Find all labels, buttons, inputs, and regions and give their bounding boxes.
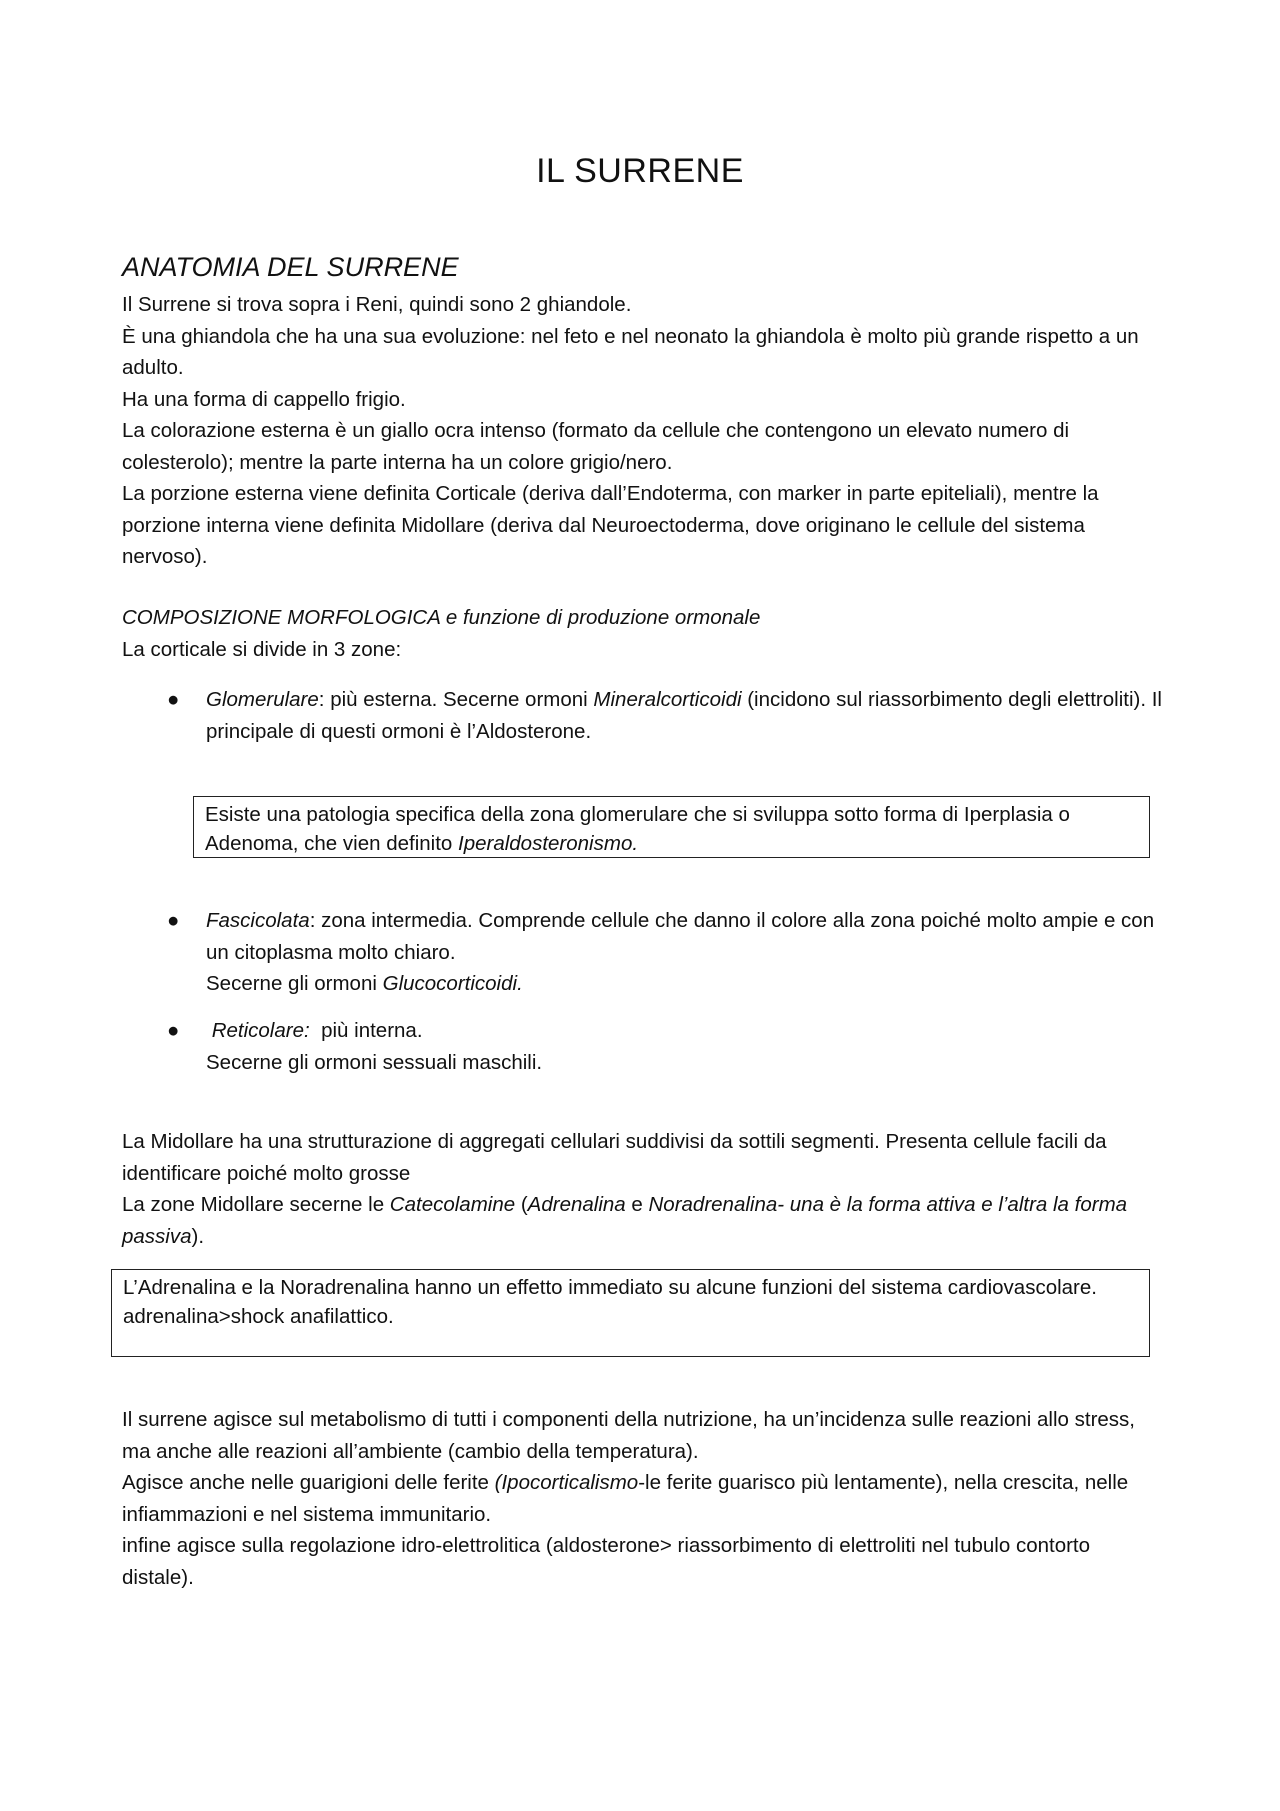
text: (incidono sul riassorbimento degli elettroliti). Il principale di questi ormoni è l’Aldosterone. — [206, 688, 1162, 743]
text: Secerne gli ormoni — [206, 972, 383, 995]
bullet-text — [206, 1015, 1162, 1078]
midollare-section — [122, 1126, 1162, 1252]
term: Mineralcorticoidi — [593, 688, 742, 711]
term: Glomerulare — [206, 688, 319, 711]
anatomy-line: Ha una forma di cappello frigio. — [122, 387, 406, 411]
term: Iperaldosteronismo. — [458, 832, 639, 855]
text: : zona intermedia. Comprende cellule che danno il colore alla zona poiché molto ampie e con un citoplasma molto chiaro. — [206, 909, 1155, 964]
term: (Ipocorticalismo — [494, 1471, 639, 1494]
text: -le ferite guarisco più lentamente), nella crescita, nelle infiammazioni e nel sistema immunitario. — [122, 1471, 1129, 1526]
closing-section — [122, 1404, 1162, 1593]
bullet-reticolare — [122, 1015, 1162, 1078]
page-title: IL SURRENE — [536, 152, 744, 190]
composition-heading: COMPOSIZIONE MORFOLOGICA e funzione di produzione ormonale — [122, 606, 761, 629]
term: Fascicolata — [206, 909, 310, 932]
text: e — [625, 1193, 649, 1216]
text: Agisce anche nelle guarigioni delle ferite — [122, 1471, 495, 1494]
term: Reticolare: — [211, 1019, 310, 1042]
term: Catecolamine — [389, 1193, 516, 1216]
bullet-dot-icon: ● — [167, 909, 180, 932]
section-heading: ANATOMIA DEL SURRENE — [122, 252, 459, 282]
bullet-glomerulare — [122, 684, 1162, 747]
box-line: L’Adrenalina e la Noradrenalina hanno un effetto immediato su alcune funzioni del sistema cardiovascolare. — [123, 1276, 1097, 1299]
text: più interna. — [309, 1019, 423, 1042]
term: Noradrenalina- una è la forma attiva e l’altra la forma passiva — [122, 1193, 1128, 1248]
anatomy-line: La porzione esterna viene definita Corticale (deriva dall’Endoterma, con marker in parte epiteliali), mentre la porzione interna viene definita Midollare (deriva dal Neuroectoderma, dove originano le cellule del sistema nervoso). — [122, 482, 1099, 568]
bullet-text — [206, 684, 1162, 747]
bullet-text — [206, 905, 1162, 1000]
anatomy-line: È una ghiandola che ha una sua evoluzione: nel feto e nel neonato la ghiandola è molto più grande rispetto a un adulto. — [122, 324, 1139, 379]
closing-p3: infine agisce sulla regolazione idro-elettrolitica (aldosterone> riassorbimento di elettroliti nel tubulo contorto distale). — [122, 1534, 1091, 1589]
midollare-p2 — [122, 1189, 1162, 1252]
text: : più esterna. Secerne ormoni — [318, 688, 594, 711]
midollare-p1: La Midollare ha una strutturazione di aggregati cellulari suddivisi da sottili segmenti. Presenta cellule facili da identificare poiché molto grosse — [122, 1130, 1107, 1185]
term: Adrenalina — [527, 1193, 626, 1216]
anatomy-line: La colorazione esterna è un giallo ocra intenso (formato da cellule che contengono un elevato numero di colesterolo); mentre la parte interna ha un colore grigio/nero. — [122, 419, 1070, 474]
note-box-adrenalina — [111, 1269, 1150, 1357]
anatomy-paragraphs — [122, 289, 1162, 573]
closing-p2 — [122, 1467, 1162, 1530]
anatomy-line: Il Surrene si trova sopra i Reni, quindi sono 2 ghiandole. — [122, 293, 632, 316]
box-line: adrenalina>shock anafilattico. — [123, 1305, 394, 1328]
bullet-dot-icon: ● — [167, 688, 180, 711]
bullet-dot-icon: ● — [167, 1019, 180, 1042]
text: La zone Midollare secerne le — [122, 1193, 390, 1216]
text: Esiste una patologia specifica della zona glomerulare che si sviluppa sotto forma di Iperplasia o Adenoma, che vien definito — [205, 803, 1070, 855]
text: Secerne gli ormoni sessuali maschili. — [206, 1050, 543, 1074]
note-box-iperaldosteronismo — [193, 796, 1150, 858]
term: Glucocorticoidi. — [382, 972, 523, 995]
composition-section — [122, 602, 1162, 665]
text: ( — [515, 1193, 528, 1216]
text: ). — [191, 1224, 205, 1248]
bullet-fascicolata — [122, 905, 1162, 1000]
composition-intro: La corticale si divide in 3 zone: — [122, 637, 402, 661]
closing-p1: Il surrene agisce sul metabolismo di tutti i componenti della nutrizione, ha un’incidenza sulle reazioni allo stress, ma anche alle reazioni all’ambiente (cambio della temperatura). — [122, 1408, 1135, 1463]
box-text — [205, 800, 1139, 858]
